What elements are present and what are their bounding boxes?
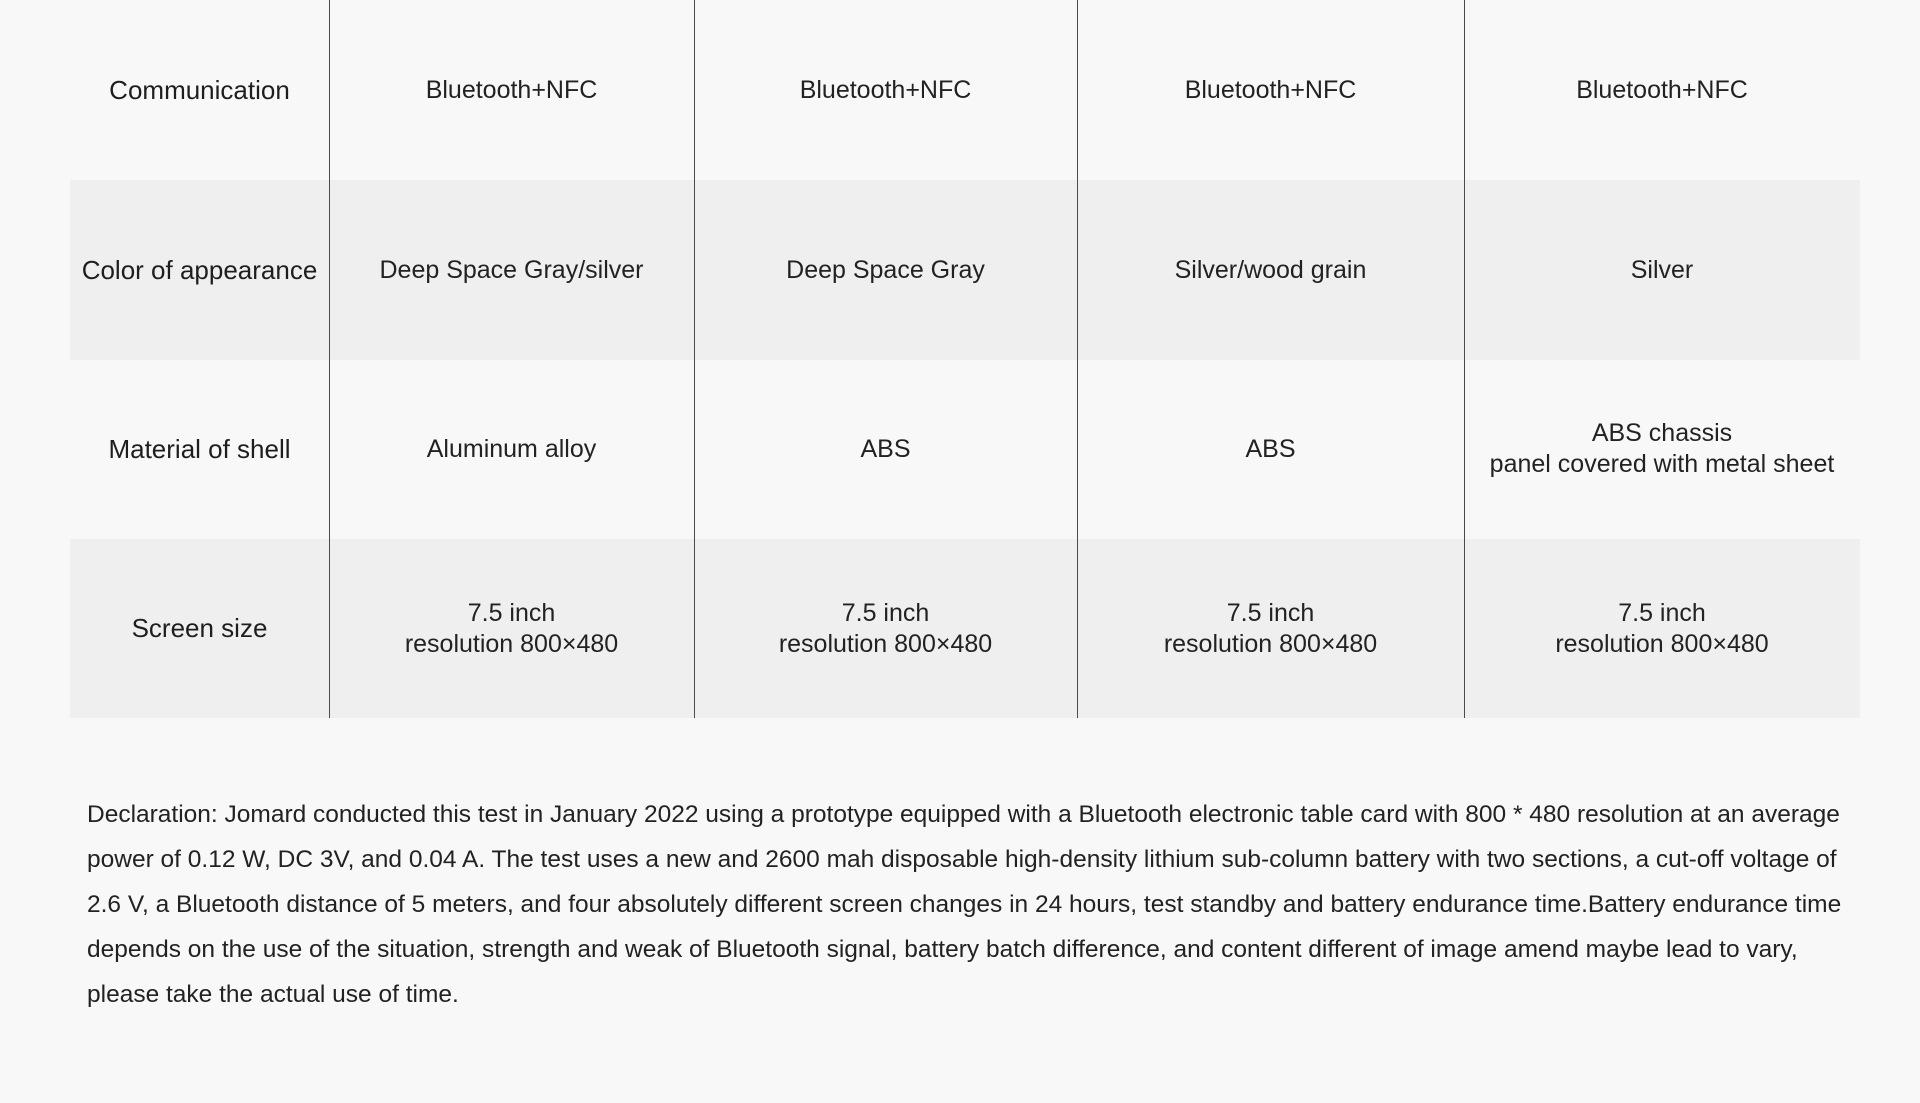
column-divider [694,0,695,718]
spec-table [70,0,1860,718]
row-label [70,180,329,360]
table-cell [694,0,1077,180]
column-divider [1077,0,1078,718]
table-cell [1077,0,1464,180]
cell-text: Deep Space Gray/silver [379,255,644,284]
cell-text: ABS [1245,434,1296,463]
cell-text: Bluetooth+NFC [425,75,598,104]
table-cell [694,539,1077,718]
cell-text: ABS [860,434,911,463]
cell-text: Bluetooth+NFC [799,75,972,104]
table-cell [1077,180,1464,360]
table-cell [694,359,1077,539]
cell-text-line-1: 7.5 inch [1226,598,1315,627]
table-cell [694,180,1077,360]
cell-text: Silver [1630,255,1694,284]
cell-text: Bluetooth+NFC [1184,75,1357,104]
table-cell [1077,359,1464,539]
column-divider [329,0,330,718]
table-cell [1464,0,1860,180]
table-cell [1464,359,1860,539]
table-cell [1464,180,1860,360]
table-cell [329,180,694,360]
cell-text-line-2: resolution 800×480 [778,629,993,658]
row-label-text: Communication [109,74,290,105]
declaration-text: Declaration: Jomard conducted this test in January 2022 using a prototype equipped with a Bluetooth electronic table card with 800 * 480 resolution at an average power of 0.12 W, DC 3V, and 0.04 A. The test uses a new and 2600 mah disposable high-density lithium sub-column battery with two sections, a cut-off voltage of 2.6 V, a Bluetooth distance of 5 meters, and four absolutely different screen changes in 24 hours, test standby and battery endurance time.Battery endurance time depends on the use of the situation, strength and weak of Bluetooth signal, battery batch difference, and content different of image amend maybe lead to vary, please take the actual use of time. [87,801,1842,1008]
cell-text: Aluminum alloy [426,434,597,463]
row-label [70,359,329,539]
cell-text-line-2: resolution 800×480 [1555,629,1769,658]
cell-text: Silver/wood grain [1174,255,1367,284]
cell-text-line-2: panel covered with metal sheet [1489,450,1835,478]
row-label [70,0,329,180]
cell-text-line-2: resolution 800×480 [404,629,619,658]
cell-text-line-1: 7.5 inch [1618,598,1706,627]
table-cell [1077,539,1464,718]
table-row-color [70,180,1860,360]
cell-text-line-2: resolution 800×480 [1163,629,1378,658]
row-label-text: Screen size [131,613,268,643]
table-cell [329,359,694,539]
cell-text-line-1: 7.5 inch [467,598,556,627]
cell-text-line-1: ABS chassis [1591,419,1733,447]
cell-text-line-1: 7.5 inch [841,598,930,627]
table-cell [1464,539,1860,718]
table-row-screen-size [70,539,1860,718]
table-row-communication [70,0,1860,180]
table-cell [329,539,694,718]
table-cell [329,0,694,180]
cell-text: Bluetooth+NFC [1576,75,1748,104]
cell-text: Deep Space Gray [786,255,985,284]
column-divider [1464,0,1465,718]
row-label-text: Color of appearance [81,254,318,285]
row-label [70,539,329,718]
table-row-material [70,359,1860,539]
row-label-text: Material of shell [108,433,291,464]
